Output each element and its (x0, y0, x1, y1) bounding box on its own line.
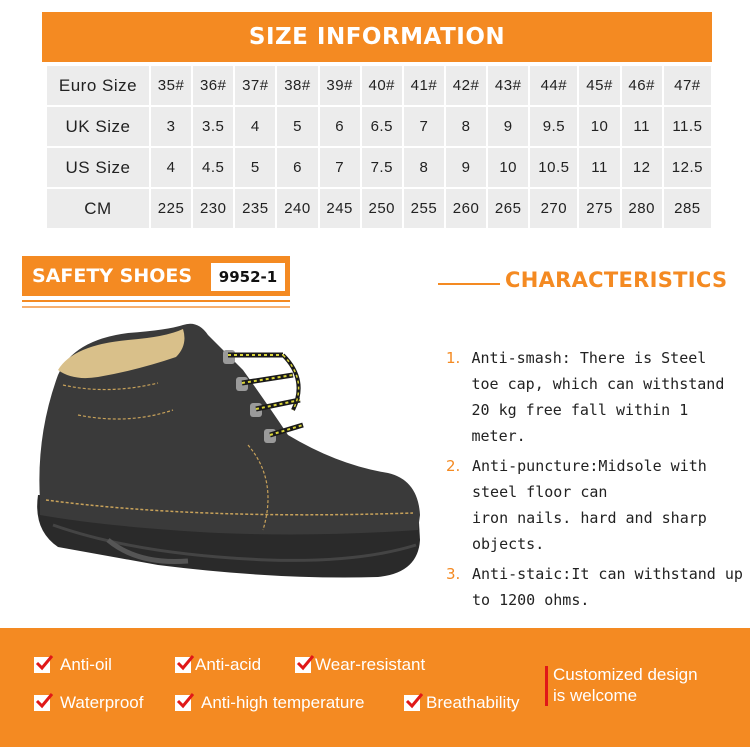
size-row (47, 107, 711, 146)
size-cell: 260 (446, 189, 486, 228)
size-cell: 40# (362, 66, 402, 105)
feature-item (295, 655, 425, 675)
size-cell: 245 (320, 189, 360, 228)
size-cell: 10 (579, 107, 619, 146)
safety-shoe-image (18, 315, 438, 595)
characteristic-item (446, 345, 746, 449)
size-cell: 250 (362, 189, 402, 228)
feature-item (34, 655, 112, 675)
feature-label: Waterproof (60, 693, 144, 712)
product-model: 9952-1 (211, 263, 285, 291)
feature-item (34, 693, 143, 713)
size-cell: 275 (579, 189, 619, 228)
size-cell: 38# (277, 66, 317, 105)
size-cell: 230 (193, 189, 233, 228)
feature-item (404, 693, 520, 713)
size-cell: 6 (277, 148, 317, 187)
size-cell: 265 (488, 189, 528, 228)
size-cell: 7.5 (362, 148, 402, 187)
size-cell: 7 (404, 107, 444, 146)
characteristic-number: 2. (446, 457, 461, 475)
product-title: SAFETY SHOES (32, 265, 193, 287)
size-cell: 41# (404, 66, 444, 105)
customized-accent-bar (545, 666, 548, 706)
characteristic-text: Anti-staic:It can withstand up to 1200 ohms. (472, 565, 743, 609)
size-cell: 5 (277, 107, 317, 146)
checkbox-icon (34, 657, 50, 673)
size-cell: 42# (446, 66, 486, 105)
size-row (47, 189, 711, 228)
checkbox-icon (175, 657, 191, 673)
checkbox-icon (295, 657, 311, 673)
size-information-banner (42, 12, 712, 62)
size-cell: 44# (530, 66, 577, 105)
feature-label: Wear-resistant (315, 655, 426, 674)
feature-label: Breathability (426, 693, 520, 712)
size-cell: 47# (664, 66, 711, 105)
size-cell: 9.5 (530, 107, 577, 146)
size-cell: 270 (530, 189, 577, 228)
size-cell: 11 (579, 148, 619, 187)
tag-underline-light (22, 306, 290, 308)
size-row-label: Euro Size (47, 66, 149, 105)
size-cell: 3.5 (193, 107, 233, 146)
size-cell: 9 (488, 107, 528, 146)
feature-label: Anti-oil (60, 655, 112, 674)
tag-underline (22, 300, 290, 302)
feature-label: Anti-high temperature (201, 693, 365, 712)
checkbox-icon (34, 695, 50, 711)
size-row (47, 148, 711, 187)
size-row-label: CM (47, 189, 149, 228)
customized-design-text: Customized design is welcome (553, 665, 698, 705)
size-table (45, 64, 713, 230)
size-cell: 285 (664, 189, 711, 228)
size-cell: 35# (151, 66, 191, 105)
size-cell: 7 (320, 148, 360, 187)
size-row-label: US Size (47, 148, 149, 187)
characteristic-item (446, 453, 746, 557)
size-cell: 11.5 (664, 107, 711, 146)
size-row-label: UK Size (47, 107, 149, 146)
size-cell: 225 (151, 189, 191, 228)
characteristic-text: Anti-puncture:Midsole with steel floor can iron nails. hard and sharp objects. (472, 457, 707, 553)
size-information-title: SIZE INFORMATION (248, 24, 506, 50)
size-cell: 3 (151, 107, 191, 146)
characteristics-list (446, 345, 746, 617)
size-cell: 5 (235, 148, 275, 187)
feature-item (175, 655, 261, 675)
size-cell: 11 (622, 107, 662, 146)
size-cell: 240 (277, 189, 317, 228)
checkbox-icon (175, 695, 191, 711)
size-cell: 45# (579, 66, 619, 105)
size-cell: 255 (404, 189, 444, 228)
characteristic-text: Anti-smash: There is Steel toe cap, which can withstand 20 kg free fall within 1 meter. (471, 349, 725, 445)
size-cell: 9 (446, 148, 486, 187)
size-cell: 4 (235, 107, 275, 146)
size-cell: 46# (622, 66, 662, 105)
size-cell: 36# (193, 66, 233, 105)
size-cell: 10 (488, 148, 528, 187)
characteristics-rule (438, 283, 500, 285)
feature-label: Anti-acid (195, 655, 262, 674)
size-cell: 10.5 (530, 148, 577, 187)
size-cell: 8 (404, 148, 444, 187)
characteristics-title: CHARACTERISTICS (505, 268, 728, 292)
size-cell: 6.5 (362, 107, 402, 146)
size-cell: 4.5 (193, 148, 233, 187)
size-cell: 12 (622, 148, 662, 187)
size-cell: 12.5 (664, 148, 711, 187)
checkbox-icon (404, 695, 420, 711)
size-cell: 8 (446, 107, 486, 146)
size-cell: 280 (622, 189, 662, 228)
characteristic-number: 1. (446, 349, 461, 367)
size-cell: 37# (235, 66, 275, 105)
size-cell: 235 (235, 189, 275, 228)
product-tag (22, 256, 290, 296)
characteristic-item (446, 561, 746, 613)
size-cell: 39# (320, 66, 360, 105)
characteristic-number: 3. (446, 565, 461, 583)
size-cell: 43# (488, 66, 528, 105)
size-cell: 6 (320, 107, 360, 146)
size-cell: 4 (151, 148, 191, 187)
size-row (47, 66, 711, 105)
feature-item (175, 693, 364, 713)
